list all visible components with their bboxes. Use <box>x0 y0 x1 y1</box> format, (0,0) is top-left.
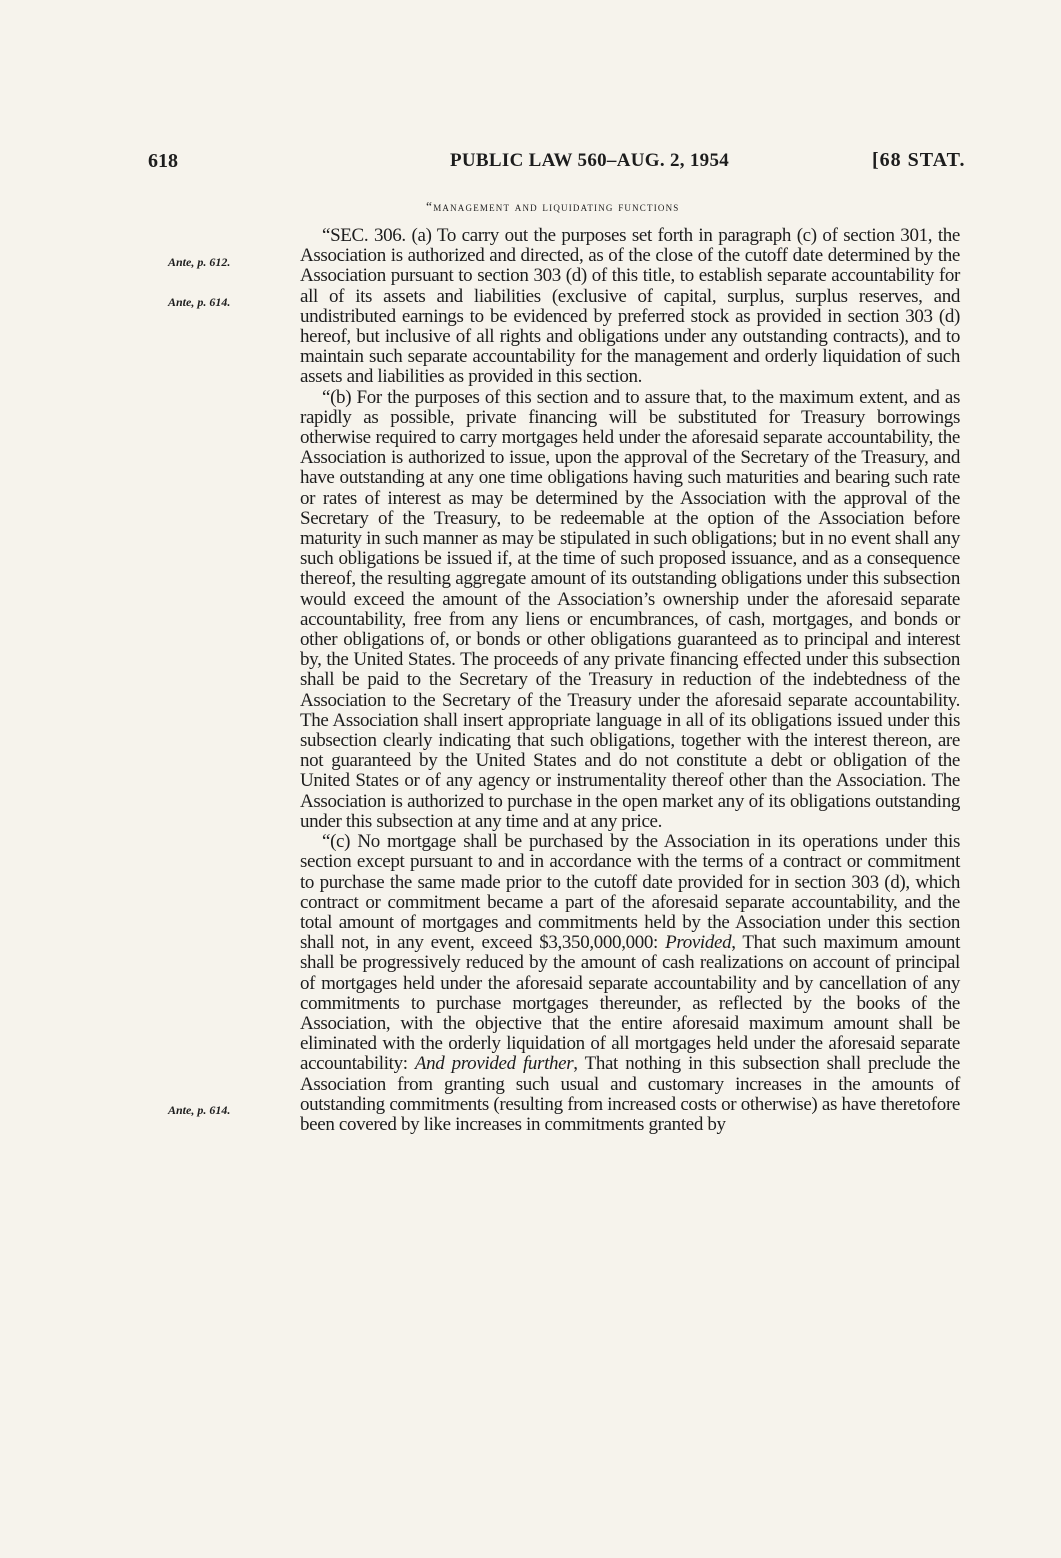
paragraph-c-text: “(c) No mortgage shall be purchased by the Association in its operations under this section except pursuant to and in accordance with the terms of a contract or commitment to purchase the same made prior to the cutoff date provided for in section 303 (d), which contract or commitment became a part of the aforesaid separate accountability, and the total amount of mortgages and commitments held by the Association under this section shall not, in any event, exceed $3,350,000,000: <box>300 831 960 954</box>
running-title: PUBLIC LAW 560–AUG. 2, 1954 <box>450 150 730 171</box>
paragraph-c <box>300 832 960 1135</box>
paragraph-c-text: , That such maximum amount shall be progressively reduced by the amount of cash realizations on account of principal of mortgages held under the aforesaid separate accountability and by cancellation of any commitments to purchase mortgages thereunder, as reflected by the books of the Association, with the objective that the entire aforesaid maximum amount shall be eliminated with the orderly liquidation of all mortgages held under the aforesaid separate accountability: <box>300 932 960 1075</box>
paragraph-b: “(b) For the purposes of this section and to assure that, to the maximum extent, and as rapidly as possible, private financing will be substituted for Treasury borrowings otherwise required to carry mortgages held under the aforesaid separate accountability, the Association is authorized to issue, upon the approval of the Secretary of the Treasury, and have outstanding at any one time obligations having such maturities and bearing such rate or rates of interest as may be determined by the Association with the approval of the Secretary of the Treasury, to be redeemable at the option of the Association before maturity in such manner as may be stipulated in such obligations; but in no event shall any such obligations be issued if, at the time of such proposed issuance, and as a consequence thereof, the resulting aggregate amount of its outstanding obligations under this subsection would exceed the amount of the Association’s ownership under the aforesaid separate accountability, free from any liens or encumbrances, of cash, mortgages, and bonds or other obligations of, or bonds or other obligations guaranteed as to principal and interest by, the United States. The proceeds of any private financing effected under this subsection shall be paid to the Secretary of the Treasury in reduction of the indebtedness of the Association to the Secretary of the Treasury under the aforesaid separate accountability. The Association shall insert appropriate language in all of its obligations issued under this subsection clearly indicating that such obligations, together with the interest thereon, are not guaranteed by the United States and do not constitute a debt or obligation of the United States or of any agency or instrumentality thereof other than the Association. The Association is authorized to purchase in the open market any of its obligations outstanding under this subsection at any time and at any price. <box>300 386 960 832</box>
margin-note: Ante, p. 614. <box>168 1103 231 1117</box>
provided-term: Provided <box>665 932 732 954</box>
volume-citation: [68 STAT. <box>872 149 966 171</box>
provided-further-term: And provided further <box>414 1053 574 1075</box>
section-heading: “management and liquidating functions <box>426 199 680 214</box>
margin-note: Ante, p. 612. <box>168 255 231 269</box>
paragraph-a: “SEC. 306. (a) To carry out the purposes set forth in paragraph (c) of section 301, the Association is authorized and directed, as of the close of the cutoff date determined by the Association pursuant to section 303 (d) of this title, to establish separate accountability for all of its assets and liabilities (exclusive of capital, surplus, surplus reserves, and undistributed earnings to be evidenced by preferred stock as provided in section 303 (d) hereof, but inclusive of all rights and obligations under any outstanding contracts), and to maintain such separate accountability for the management and orderly liquidation of such assets and liabilities as provided in this section. <box>300 225 960 388</box>
page-number: 618 <box>148 150 178 172</box>
margin-note: Ante, p. 614. <box>168 295 231 309</box>
page-header <box>0 150 1061 180</box>
paragraph-c-text: , That nothing in this subsection shall preclude the Association from granting such usual and customary increases in the amounts of outstanding commitments (resulting from increased costs or otherwise) as have theretofore been covered by like increases in commitments granted by <box>300 1053 960 1135</box>
body-text <box>300 226 960 1135</box>
